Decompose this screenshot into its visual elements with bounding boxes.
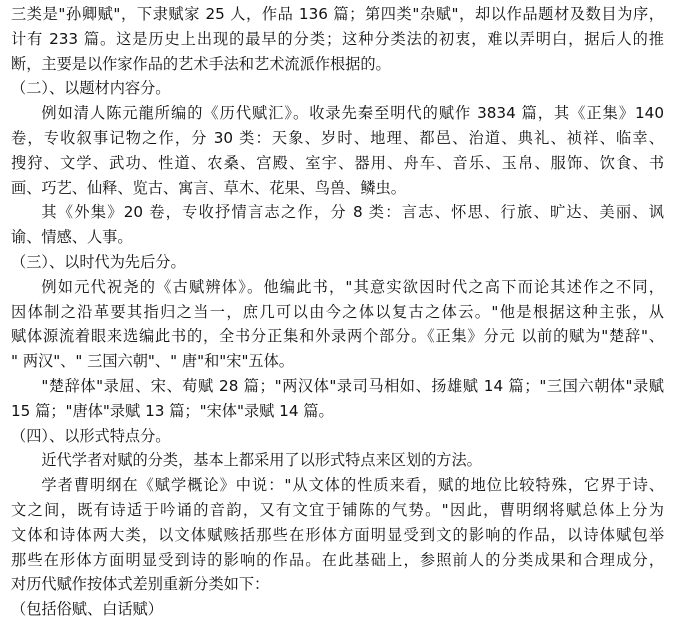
text-line: "楚辞体"录屈、宋、荀赋 28 篇；"两汉体"录司马相如、扬雄赋 14 篇；"三国六朝体"录赋 <box>41 376 664 395</box>
text-line: 那些在形体方面明显受到诗的影响的作品。在此基础上，参照前人的分类成果和合理成分， <box>11 550 664 569</box>
text-line: 例如清人陈元龍所编的《历代赋汇》。收录先秦至明代的赋作 3834 篇，其《正集》140 <box>41 104 664 123</box>
text-line: （四）、以形式特点分。 <box>11 426 171 445</box>
text-line: 赋体源流着眼来选编此书的，全书分正集和外录两个部分。《正集》分元 以前的赋为"楚辞"、 <box>11 327 664 346</box>
text-line: 断，主要是以作家作品的艺术手法和艺术流派作根据的。 <box>11 54 391 73</box>
text-line: 因体制之沿革要其指归之当一，庶几可以由今之体以复古之体云。"他是根据这种主张，从 <box>11 302 664 321</box>
text-line: 三类是"孙卿赋"，下隶赋家 25 人，作品 136 篇；第四类"杂赋"，却以作品题材及数目为序， <box>11 5 664 23</box>
text-line: 文之间，既有诗适于吟诵的音韵，又有文宜于铺陈的气势。"因此，曹明纲将赋总体上分为 <box>11 500 664 519</box>
text-line: （二）、以题材内容分。 <box>11 79 171 98</box>
text-line: 计有 233 篇。这是历史上出现的最早的分类；这种分类法的初衷，难以弄明白，据后人的推 <box>11 29 664 48</box>
text-line: 画、巧艺、仙释、览古、寓言、草木、花果、鸟兽、鳞虫。 <box>11 178 406 197</box>
text-line: 卷，专收叙事记物之作，分 30 类：天象、岁时、地理、都邑、治道、典礼、祯祥、临幸、 <box>11 128 664 147</box>
text-line: 文体和诗体两大类，以文体赋赅括那些在形体方面明显受到文的影响的作品，以诗体赋包举 <box>11 525 664 544</box>
text-line: 搜狩、文学、武功、性道、农桑、宫殿、室宇、器用、舟车、音乐、玉帛、服饰、饮食、书 <box>11 153 664 172</box>
text-line: 近代学者对赋的分类，基本上都采用了以形式特点来区划的方法。 <box>41 451 482 470</box>
text-line: （包括俗赋、白话赋） <box>11 600 163 619</box>
text-line: 学者曹明纲在《赋学概论》中说："从文体的性质来看，赋的地位比较特殊，它界于诗、 <box>41 476 664 495</box>
text-line: （三）、以时代为先后分。 <box>11 252 186 271</box>
text-line: 谕、情感、人事。 <box>11 228 133 247</box>
text-line: 其《外集》20 卷，专收抒情言志之作，分 8 类：言志、怀思、行旅、旷达、美丽、讽 <box>41 203 664 222</box>
text-line: 对历代赋作按体式差别重新分类如下： <box>11 575 270 594</box>
text-line: 15 篇；"唐体"录赋 13 篇；"宋体"录赋 14 篇。 <box>11 401 334 420</box>
text-line: 例如元代祝尧的《古赋辨体》。他编此书，"其意实欲因时代之高下而论其述作之不同， <box>41 277 664 296</box>
text-line: " 两汉"、" 三国六朝"、" 唐"和"宋"五体。 <box>11 352 294 371</box>
